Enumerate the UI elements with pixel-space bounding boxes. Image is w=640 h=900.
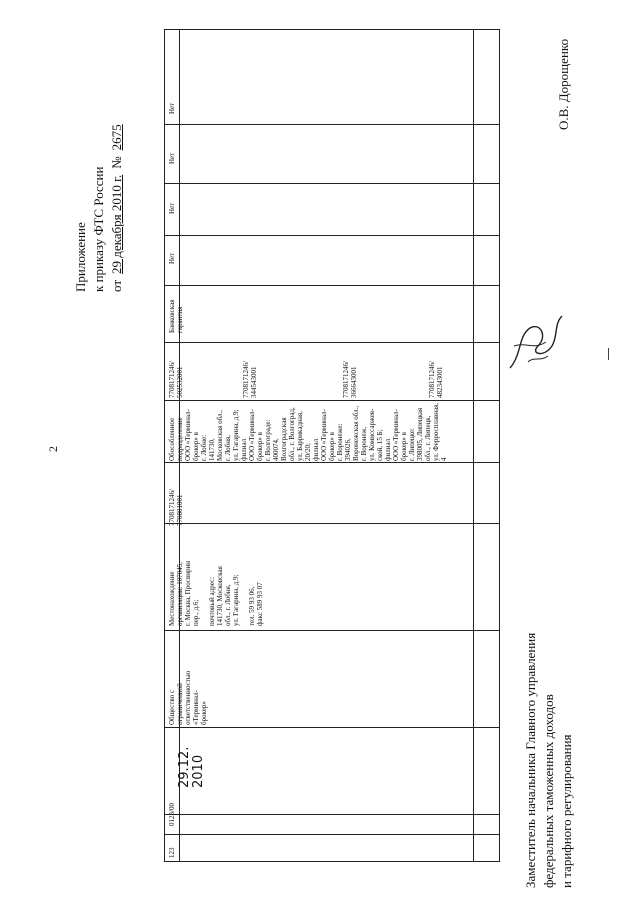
organization-name: Общество с ограниченной ответственностью «Терминал- брокер» <box>168 670 208 725</box>
branch-inn-kpp-3: 7708171246/ 366643001 <box>342 361 358 398</box>
organization-location: Местонахождение организации: 107045, г. Москва, Просвирин пер., д.6; почтовый адрес: 141730, Московская обл., г. Лобня, ул. Гагарина, д.9; тел. 59 93 06, факс 589 93 07 <box>168 560 264 626</box>
order-number: 2675 <box>109 124 124 151</box>
row-number: 123 <box>168 847 176 858</box>
page-number: 2 <box>46 446 60 452</box>
order-reference: к приказу ФТС России <box>91 166 106 292</box>
table-row-divider <box>165 814 499 815</box>
signer-name: О.В. Дорощенко <box>556 38 571 130</box>
inclusion-date: 29.12. 2010 <box>177 746 206 788</box>
table-row-divider <box>165 342 499 343</box>
number-prefix: № <box>109 156 124 169</box>
registry-code: 0123/00 <box>168 803 176 826</box>
order-date-row <box>108 124 126 292</box>
branch-inn-kpp-4: 7708171246/ 482343001 <box>428 361 444 398</box>
signatory-position <box>522 633 576 888</box>
table-row-divider <box>165 630 499 631</box>
no-value-2: Нет <box>168 202 176 214</box>
position-line-1: Заместитель начальника Главного управления <box>523 632 538 888</box>
table-row-divider <box>165 183 499 184</box>
branch-inn-kpp-2: 7708171246/ 344543001 <box>242 361 258 398</box>
no-value-4: Нет <box>168 102 176 114</box>
table-row-divider <box>165 285 499 286</box>
order-date: 29 декабря 2010 г. <box>109 174 124 274</box>
table-row-divider <box>165 400 499 401</box>
handwritten-signature <box>500 306 570 376</box>
appendix-title: Приложение <box>73 222 88 292</box>
table-row-divider <box>165 124 499 125</box>
table-row-divider <box>165 523 499 524</box>
table-row-divider <box>165 462 499 463</box>
branches-list: Обособленное подразделение ООО «Терминал- брокер» в г. Лобне: 141730, Московская обл., г. Лобня, ул. Гагарина, д.9; филиал ООО «Терминал- брокер» в г. Волгограде: 400074, Волгоградская обл., г. Волгоград, ул. Баррикадная, 20/20; филиал ООО «Терминал- брокер» в г. Воронеже: 394026, Воронежская обл., г. Воронеж, ул. Комиссаржев- ской, 15 Б; филиал ООО «Терминал- брокер» в г. Липецке: 398005, Липецкая обл., г. Липецк, ул. Ферросплавная, 4 <box>168 402 448 461</box>
position-line-3: и тарифного регулирования <box>559 734 574 888</box>
security-type: Банковская гарантия <box>168 299 184 333</box>
table-row-divider <box>165 727 499 728</box>
branch-inn-kpp-1: 7708171246/ 502532001 <box>168 361 184 398</box>
no-value-3: Нет <box>168 152 176 164</box>
table-row-divider <box>165 834 499 835</box>
position-line-2: федеральных таможенных доходов <box>541 694 556 888</box>
order-header <box>72 124 126 292</box>
table-row-divider <box>165 235 499 236</box>
mark-stroke <box>608 348 609 360</box>
table-col-divider <box>473 30 474 861</box>
date-prefix: от <box>109 279 124 292</box>
no-value-1: Нет <box>168 252 176 264</box>
organization-inn-kpp: 7708171246/ 770801001 <box>168 489 184 526</box>
